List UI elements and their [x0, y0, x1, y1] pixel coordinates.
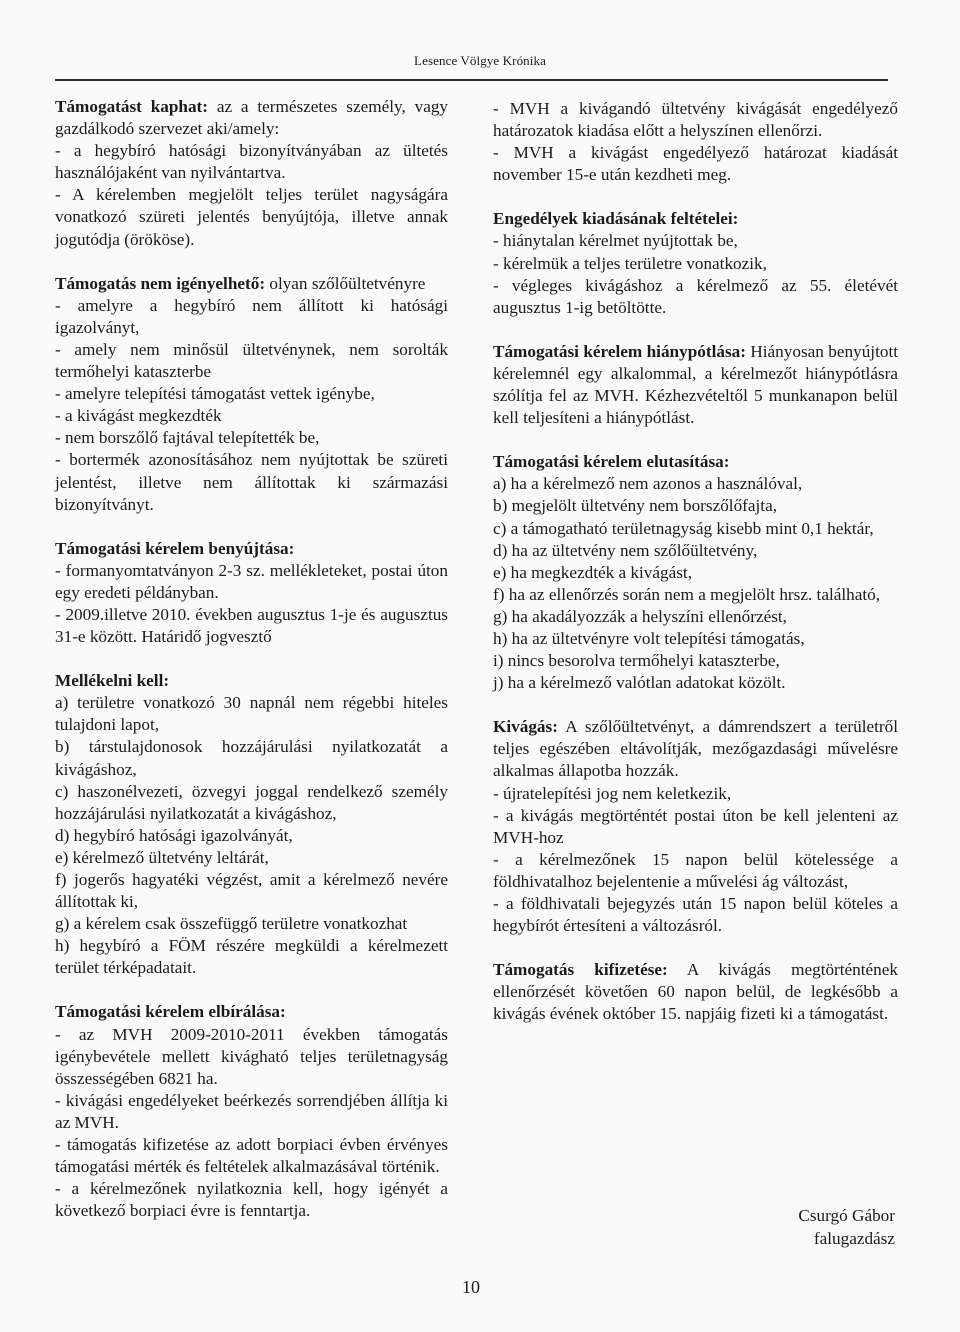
list-item: h) ha az ültetvényre volt telepítési támogatás,	[493, 628, 805, 648]
section-heading-text: Támogatási kérelem benyújtása:	[55, 538, 295, 558]
section-mvh-check	[493, 98, 898, 186]
list-item: - amelyre telepítési támogatást vettek igénybe,	[55, 384, 375, 404]
signature-role: falugazdász	[813, 1228, 895, 1248]
section-not-eligible	[55, 273, 448, 516]
section-intro	[55, 273, 448, 295]
running-header: Lesence Völgye Krónika	[414, 53, 546, 68]
section-heading: Támogatási kérelem hiánypótlása:	[493, 341, 746, 361]
header-rule	[55, 79, 888, 81]
section-felling	[493, 716, 898, 937]
list-item: - amelyre a hegybíró nem állított ki hatósági igazolványt,	[55, 295, 448, 337]
list-item: i) nincs besorolva termőhelyi kataszterbe,	[493, 651, 780, 671]
left-column	[55, 96, 448, 1222]
list-item: e) kérelmező ültetvény leltárát,	[55, 847, 269, 867]
section-heading: Kivágás:	[493, 717, 558, 737]
list-item: b) megjelölt ültetvény nem borszőlőfajta,	[493, 496, 777, 516]
page-number: 10	[462, 1277, 480, 1297]
section-heading-text: Támogatási kérelem elbírálása:	[55, 1002, 286, 1022]
section-payment	[493, 959, 898, 1025]
list-item: - végleges kivágáshoz a kérelmező az 55. életévét augusztus 1-ig betöltötte.	[493, 275, 898, 317]
section-heading	[493, 208, 898, 230]
section-heading-text: Engedélyek kiadásának feltételei:	[493, 209, 739, 229]
section-evaluation	[55, 1001, 448, 1222]
section-intro	[55, 96, 448, 140]
section-rejection	[493, 451, 898, 694]
list-item: - bortermék azonosításához nem nyújtottak be szüreti jelentést, illetve nem állítottak ki származási bizonyítványt.	[55, 450, 448, 514]
list-item: - újratelepítési jog nem keletkezik,	[493, 783, 732, 803]
section-heading: Támogatást kaphat:	[55, 97, 209, 116]
signature-name: Csurgó Gábor	[798, 1206, 895, 1225]
section-permit-conditions	[493, 208, 898, 318]
list-item: - a kérelmezőnek nyilatkoznia kell, hogy igényét a következő borpiaci évre is fenntartja.	[55, 1179, 448, 1221]
list-item: - a kivágást megkezdték	[55, 406, 222, 426]
section-heading	[55, 670, 448, 692]
section-heading-text: Mellékelni kell:	[55, 671, 170, 691]
section-submission	[55, 538, 448, 648]
list-item: - a kivágás megtörténtét postai úton be kell jelenteni az MVH-hoz	[493, 805, 898, 847]
list-item: a) ha a kérelmező nem azonos a használóval,	[493, 474, 803, 494]
section-heading: Támogatás nem igényelhető:	[55, 273, 266, 293]
list-item: c) haszonélvezeti, özvegyi joggal rendelkező személy hozzájárulási nyilatkozatát a kivágáshoz,	[55, 781, 448, 823]
list-item: - a földhivatali bejegyzés után 15 napon belül köteles a hegybírót értesíteni a változásról.	[493, 894, 898, 936]
right-column	[493, 98, 898, 1025]
list-item: e) ha megkezdték a kivágást,	[493, 562, 692, 582]
signature-block	[700, 1205, 895, 1250]
section-deficiency	[493, 341, 898, 429]
list-item: g) ha akadályozzák a helyszíni ellenőrzést,	[493, 606, 787, 626]
list-item: - az MVH 2009-2010-2011 években támogatás igénybevétele mellett kivágható teljes területnagyság összességében 6821 ha.	[55, 1024, 448, 1088]
list-item: c) a támogatható területnagyság kisebb mint 0,1 hektár,	[493, 518, 874, 538]
list-item: - formanyomtatványon 2-3 sz. mellékleteket, postai úton egy eredeti példányban.	[55, 560, 448, 602]
list-item: f) ha az ellenőrzés során nem a megjelölt hrsz. található,	[493, 584, 881, 604]
list-item: - kérelmük a teljes területre vonatkozik,	[493, 253, 767, 273]
section-paragraph	[493, 716, 898, 782]
section-intro-text: olyan szőlőültetvényre	[265, 273, 426, 293]
section-eligible	[55, 96, 448, 251]
list-item: - amely nem minősül ültetvénynek, nem sorolták termőhelyi kataszterbe	[55, 339, 448, 382]
section-intro-text: az a természetes személy, vagy gazdálkodó szervezet aki/amely:	[55, 97, 449, 139]
section-heading	[55, 538, 448, 560]
list-item: g) a kérelem csak összefüggő területre vonatkozhat	[55, 914, 408, 934]
list-item: a) területre vonatkozó 30 napnál nem régebbi hiteles tulajdoni lapot,	[55, 693, 448, 735]
section-paragraph	[493, 959, 898, 1025]
list-item: f) jogerős hagyatéki végzést, amit a kérelmező nevére állítottak ki,	[55, 870, 448, 912]
section-heading: Támogatás kifizetése:	[493, 960, 668, 980]
section-heading	[55, 1001, 448, 1023]
list-item: b) társtulajdonosok hozzájárulási nyilatkozatát a kivágáshoz,	[55, 737, 448, 779]
section-text: A szőlőültetvényt, a dámrendszert a területről teljes egészében eltávolítják, mezőgazdasági művelésre alkalmas állapotba hozzák.	[493, 717, 898, 781]
list-item: - 2009.illetve 2010. években augusztus 1-je és augusztus 31-e között. Határidő jogvesztő	[55, 604, 448, 647]
list-item: - MVH a kivágandó ültetvény kivágását engedélyező határozatok kiadása előtt a helyszínen ellenőrzi.	[493, 99, 898, 141]
list-item: - kivágási engedélyeket beérkezés sorrendjében állítja ki az MVH.	[55, 1090, 448, 1132]
list-item: h) hegybíró a FÖM részére megküldi a kérelmezett terület térképadatait.	[55, 936, 448, 978]
section-heading-text: Támogatási kérelem elutasítása:	[493, 452, 730, 472]
list-item: - a kérelmezőnek 15 napon belül kötelessége a földhivatalhoz bejelentenie a művelési ág változást,	[493, 849, 898, 891]
list-item: - nem borszőlő fajtával telepítették be,	[55, 428, 320, 448]
list-item: - MVH a kivágást engedélyező határozat kiadását november 15-e után kezdheti meg.	[493, 143, 898, 185]
list-item: - a hegybíró hatósági bizonyítványában az ültetés használójaként van nyilvántartva.	[55, 141, 448, 183]
list-item: d) hegybíró hatósági igazolványát,	[55, 825, 293, 845]
section-paragraph	[493, 341, 898, 429]
list-item: d) ha az ültetvény nem szőlőültetvény,	[493, 540, 758, 560]
list-item: j) ha a kérelmező valótlan adatokat közölt.	[493, 673, 786, 693]
list-item: - támogatás kifizetése az adott borpiaci évben érvényes támogatási mérték és feltételek alkalmazásával történik.	[55, 1135, 448, 1177]
section-attachments	[55, 670, 448, 979]
list-item: - hiánytalan kérelmet nyújtottak be,	[493, 231, 738, 251]
section-heading	[493, 451, 898, 473]
section-text: A kivágás megtörténtének ellenőrzését követően 60 napon belül, de legkésőbb a kivágás évének október 15. napjáig fizeti ki a támogatást.	[493, 960, 899, 1024]
list-item: - A kérelemben megjelölt teljes terület nagyságára vonatkozó szüreti jelentés benyújtója, illetve annak jogutódja (örököse).	[55, 185, 448, 249]
section-text: Hiányosan benyújtott kérelemnél egy alkalommal, a kérelmezőt hiánypótlásra szólítja fel az MVH. Kézhezvételtől 5 munkanapon belül kell teljesíteni a hiánypótlást.	[493, 341, 898, 428]
